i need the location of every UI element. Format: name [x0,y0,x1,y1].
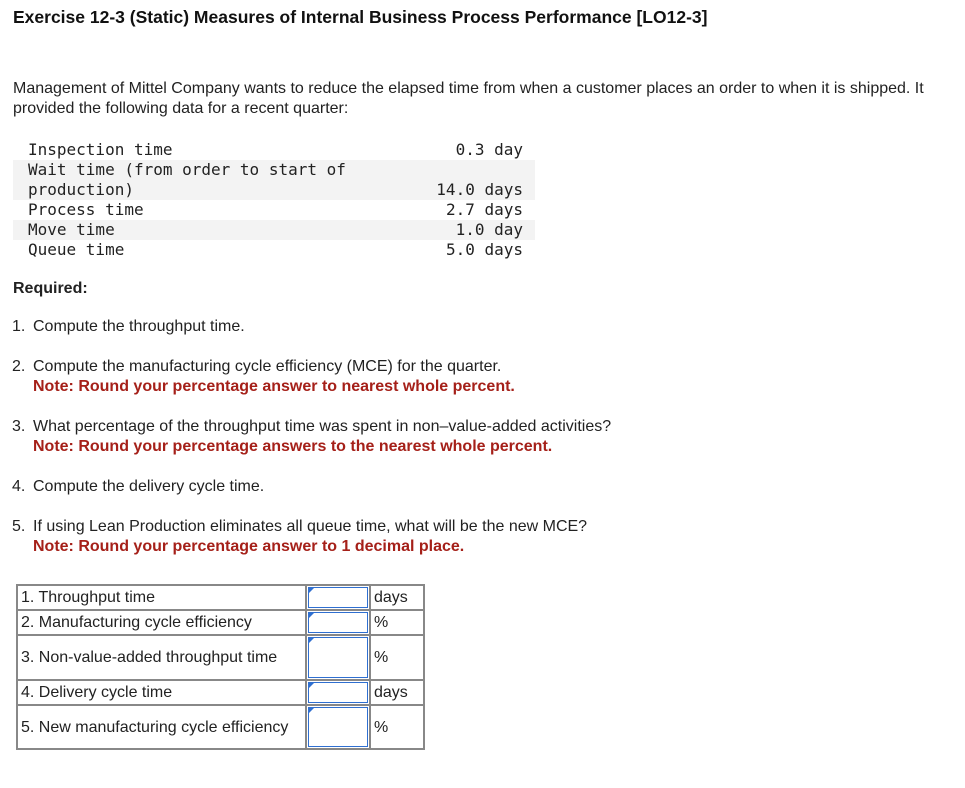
data-table [13,140,535,260]
data-value: 14.0 days [436,180,523,199]
data-value: 5.0 days [445,240,523,259]
data-row [13,220,535,240]
question-number: 5. [12,518,26,535]
answer-label: 1. Throughput time [17,585,306,610]
new-mce-input[interactable] [308,707,368,747]
question-4 [12,477,264,497]
answer-input[interactable] [309,708,367,746]
data-row [13,240,535,260]
unit-label: % [370,610,424,635]
answer-row [17,705,424,749]
throughput-time-input[interactable] [308,587,368,608]
data-row [13,160,535,200]
question-number: 1. [12,318,26,335]
intro-text: Management of Mittel Company wants to reduce the elapsed time from when a customer places an order to when it is shipped. It provided the following data for a recent quarter: [13,80,924,117]
question-number: 3. [12,418,26,435]
input-marker-icon [309,708,314,713]
answer-row [17,635,424,680]
data-value: 0.3 day [455,140,523,159]
answer-input[interactable] [309,683,367,702]
answer-row [17,610,424,635]
data-row [13,140,535,160]
required-heading: Required: [13,280,88,297]
question-text: If using Lean Production eliminates all queue time, what will be the new MCE? [33,518,588,535]
question-text: What percentage of the throughput time was spent in non–value-added activities? [33,418,612,435]
input-marker-icon [309,613,314,618]
answer-input[interactable] [309,588,367,607]
question-note: Note: Round your percentage answer to 1 decimal place. [33,538,465,555]
unit-label: % [370,635,424,680]
mce-input[interactable] [308,612,368,633]
data-label: Move time [28,220,115,239]
answer-table [16,584,425,750]
answer-row [17,585,424,610]
input-marker-icon [309,638,314,643]
question-5 [12,517,587,557]
answer-label: 2. Manufacturing cycle efficiency [17,610,306,635]
data-label: Inspection time [28,140,173,159]
question-text: Compute the manufacturing cycle efficiency (MCE) for the quarter. [33,358,502,375]
question-number: 2. [12,358,26,375]
question-3 [12,417,611,457]
question-1 [12,317,245,337]
answer-input[interactable] [309,613,367,632]
data-value: 2.7 days [445,200,523,219]
question-2 [12,357,515,397]
unit-label: days [370,680,424,705]
data-label: Wait time (from order to start of production) [28,160,346,199]
page-title: Exercise 12-3 (Static) Measures of Internal Business Process Performance [LO12-3] [13,7,708,27]
question-number: 4. [12,478,26,495]
answer-row [17,680,424,705]
answer-label: 3. Non-value-added throughput time [17,635,306,680]
question-note: Note: Round your percentage answers to the nearest whole percent. [33,438,553,455]
question-text: Compute the throughput time. [33,318,245,335]
data-label: Queue time [28,240,125,259]
input-marker-icon [309,588,314,593]
unit-label: % [370,705,424,749]
unit-label: days [370,585,424,610]
input-marker-icon [309,683,314,688]
data-value: 1.0 day [455,220,523,239]
answer-label: 4. Delivery cycle time [17,680,306,705]
data-label: Process time [28,200,144,219]
delivery-cycle-time-input[interactable] [308,682,368,703]
non-value-added-input[interactable] [308,637,368,678]
answer-input[interactable] [309,638,367,677]
data-row [13,200,535,220]
answer-label: 5. New manufacturing cycle efficiency [17,705,306,749]
question-text: Compute the delivery cycle time. [33,478,265,495]
question-note: Note: Round your percentage answer to nearest whole percent. [33,378,515,395]
